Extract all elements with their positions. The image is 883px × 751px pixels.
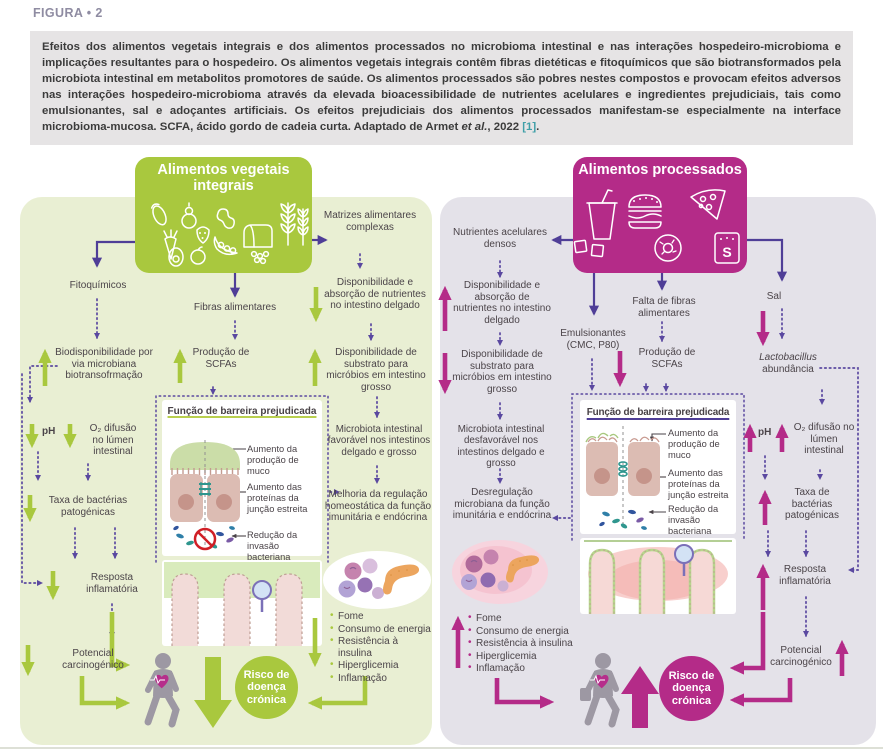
node-biodisponibilidade: Biodisponibilidade por via microbiana biotransofrmação	[55, 347, 153, 382]
node-taxa-bacterias-left: Taxa de bactérias patogénicas	[48, 495, 128, 518]
list-item: • Hiperglicemia	[468, 651, 578, 663]
node-lactobacillus	[742, 352, 834, 375]
outcomes-list-right	[468, 613, 578, 676]
wheat-icon	[281, 203, 295, 245]
node-nutrientes-acelulares: Nutrientes acelulares densos	[453, 227, 547, 250]
node-o2-difusao-right: O₂ difusão no lúmen intestinal	[793, 422, 855, 457]
node-o2-difusao-left: O₂ difusão no lúmen intestinal	[89, 423, 137, 458]
node-fibras-alimentares: Fibras alimentares	[193, 302, 277, 313]
processed-foods-title: Alimentos processados	[578, 162, 742, 178]
epithelium-illustration-right	[586, 426, 660, 531]
list-item: • Inflamação	[330, 673, 434, 685]
whole-plant-foods-header	[135, 157, 312, 273]
barrier-label-mucus-right: Aumento da produção de muco	[668, 428, 720, 460]
list-item: • Resistência à insulina	[330, 636, 434, 659]
bag-icon	[580, 688, 591, 701]
human-figure-left	[148, 653, 176, 724]
pizza-slice-icon	[691, 190, 725, 219]
node-potencial-carcinogenico-right: Potencial carcinogénico	[770, 645, 832, 668]
caption-body: Efeitos dos alimentos vegetais integrais e dos alimentos processados no microbioma intestinal e nas interações hospedeiro-microbioma e implicações resultantes para o hospedeiro. Os alimentos vegetais integrais contêm fibras dietéticas e fitoquímicos que são biotransformados pela microbiota intestinal em metabolitos promotores de saúde. Os alimentos processados são pobres nestes compostos e provocam efeitos adversos nas interações hospedeiro-microbioma através da elevada bioacessibilidade de nutrientes acelulares e ingredientes prejudiciais, tais como emulsionantes, sal e adoçantes artificiais. Os efeitos prejudiciais dos alimentos processados manifestam-se especialmente na interface microbioma-mucosa. SCFA, ácido gordo de cadeia curta. Adaptado de Armet	[42, 41, 841, 133]
carrot-icon	[164, 230, 177, 259]
node-disponibilidade-substrato-right: Disponibilidade de substrato para micróbios em intestino grosso	[452, 349, 552, 396]
node-taxa-bacterias-right: Taxa de bactérias patogénicas	[785, 487, 839, 522]
chronic-disease-risk-badge-right	[659, 656, 724, 721]
list-item: • Inflamação	[468, 663, 578, 675]
burger-icon	[629, 195, 661, 228]
pear-icon	[182, 203, 196, 228]
node-potencial-carcinogenico-left: Potencial carcinogénico	[62, 648, 124, 671]
list-item: • Hiperglicemia	[330, 660, 434, 672]
caption-year: , 2022	[487, 120, 523, 133]
node-falta-fibras: Falta de fibras alimentares	[632, 296, 696, 319]
epithelium-illustration-left	[170, 440, 240, 549]
list-item: • Consumo de energia	[468, 626, 578, 638]
node-microbiota-favoravel: Microbiota intestinal favorável nos intestinos delgado e grosso	[327, 424, 431, 458]
big-up-arrow-right	[621, 666, 659, 728]
node-producao-scfas-left: Produção de SCFAs	[192, 347, 250, 370]
bread-loaf-icon	[244, 225, 272, 247]
whole-plant-foods-title: Alimentos vegetais integrais	[157, 162, 290, 194]
node-sal: Sal	[766, 291, 782, 302]
caption-end: .	[536, 120, 540, 133]
node-ph-left: pH	[42, 426, 56, 437]
processed-food-icons	[573, 181, 747, 271]
apricot-icon	[191, 247, 205, 264]
chronic-disease-risk-text-left: Risco de doença crónica	[243, 669, 290, 706]
human-figure-right	[580, 653, 616, 724]
node-disponibilidade-absorcao-right: Disponibilidade e absorção de nutrientes no intestino delgado	[453, 280, 551, 327]
reference-link-1[interactable]: [1]	[522, 120, 537, 133]
immune-pancreas-illustration-left	[323, 551, 431, 609]
caption-etal: et al.	[461, 120, 488, 133]
outcomes-list-left	[330, 611, 434, 686]
magnifier-icon-left	[253, 581, 271, 612]
chronic-disease-risk-text-right: Risco de doença crónica	[668, 670, 715, 707]
list-item: • Consumo de energia	[330, 624, 434, 636]
node-emulsionantes: Emulsionantes (CMC, P80)	[560, 328, 626, 351]
node-melhoria-regulacao: Melhoria da regulação homeostática da função imunitária e endócrina	[324, 489, 432, 524]
barrier-label-mucus-left: Aumento da produção de muco	[247, 444, 299, 476]
lactobacillus-word: abundância	[762, 363, 814, 375]
barrier-label-invasion-right: Redução da invasão bacteriana	[668, 504, 719, 536]
node-ph-right: pH	[758, 427, 772, 438]
node-matrizes-alimentares: Matrizes alimentares complexas	[323, 210, 417, 233]
list-item: • Resistência à insulina	[468, 638, 578, 650]
node-resposta-inflamatoria-right: Resposta inflamatória	[779, 564, 831, 587]
plant-food-icons	[135, 195, 312, 271]
node-producao-scfas-right: Produção de SCFAs	[638, 347, 696, 370]
barrier-label-junction-right: Aumento das proteínas da junção estreita	[668, 468, 729, 500]
gut-villi-illustration-right	[584, 541, 732, 614]
node-microbiota-desfavoravel: Microbiota intestinal desfavorável nos intestinos delgado e grosso	[457, 424, 545, 470]
big-down-arrow-left	[194, 657, 232, 728]
processed-foods-header	[573, 157, 747, 273]
salt-sachet-icon	[715, 233, 739, 263]
node-fitoquimicos: Fitoquímicos	[69, 280, 127, 291]
sugar-cubes-icon	[574, 240, 603, 256]
chronic-disease-risk-badge-left	[235, 656, 298, 719]
node-disponibilidade-substrato-left: Disponibilidade de substrato para micróbios em intestino grosso	[326, 347, 426, 394]
svg-text:S: S	[722, 244, 732, 260]
gut-villi-illustration-left	[164, 562, 320, 646]
node-disponibilidade-absorcao-left: Disponibilidade e absorção de nutrientes no intestino delgado	[324, 277, 426, 312]
list-item: • Fome	[468, 613, 578, 625]
barrier-title-left: Função de barreira prejudicada	[167, 406, 317, 417]
peanut-icon	[217, 209, 234, 228]
pea-pod-icon	[214, 237, 237, 254]
immune-pancreas-illustration-right	[452, 540, 548, 604]
barrier-label-invasion-left: Redução da invasão bacteriana	[247, 530, 298, 562]
soda-cup-icon	[587, 190, 617, 239]
wheat-icon	[298, 209, 308, 245]
strawberry-icon	[197, 227, 209, 243]
list-item: • Fome	[330, 611, 434, 623]
lactobacillus-name: Lactobacillus	[759, 352, 817, 363]
node-desregulacao-microbiana: Desregulação microbiana da função imunitária e endócrina	[452, 487, 552, 522]
barrier-title-right: Função de barreira prejudicada	[586, 407, 730, 418]
node-resposta-inflamatoria-left: Resposta inflamatória	[86, 572, 138, 595]
eggplant-icon	[149, 202, 168, 227]
barrier-label-junction-left: Aumento das proteínas da junção estreita	[247, 482, 308, 514]
donut-icon	[655, 235, 681, 261]
grains-icon	[252, 252, 269, 264]
figure-label: FIGURA • 2	[33, 6, 103, 20]
